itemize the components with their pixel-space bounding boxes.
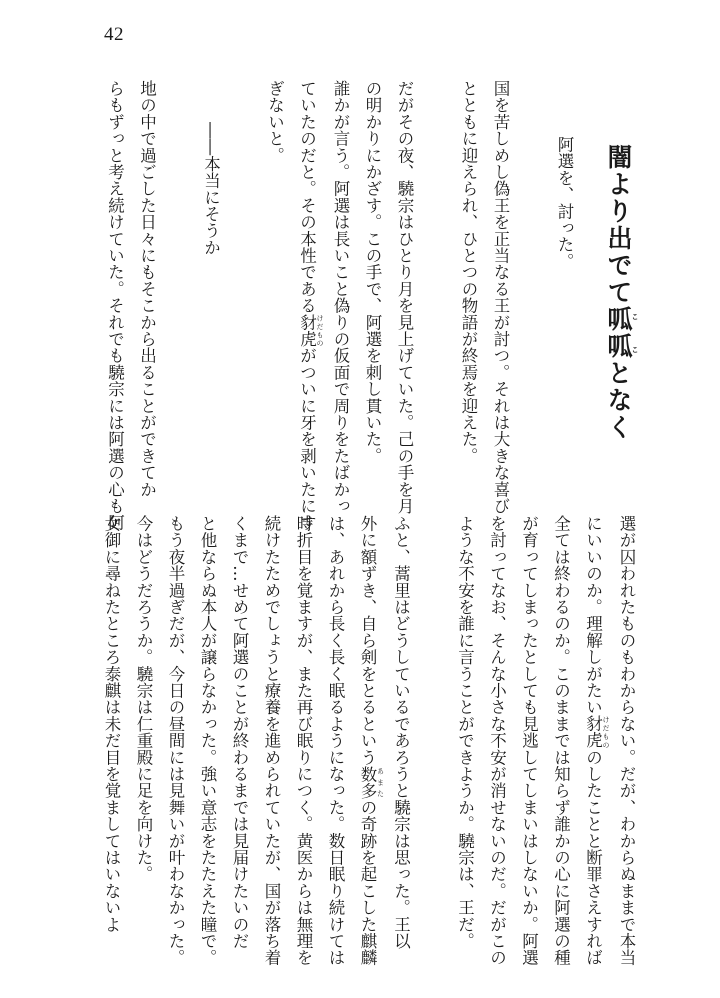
text-line: とともに迎えられ、ひとつの物語が終焉を迎えた。 <box>459 80 478 465</box>
text-line: ぎないと。 <box>265 80 285 164</box>
text-line: を討ってなお、そんな小さな不安が消せないのだ。だがこの <box>487 515 507 966</box>
chapter-title-part-b: となく <box>604 360 633 441</box>
text-line: 女御に尋ねたところ泰麒は未だ目を覚ましてはいないよ <box>102 515 121 933</box>
text-line: 国を苦しめし偽王を正当なる王が討つ。それは大きな喜び <box>491 80 510 515</box>
text-line: ていたのだと。その本性である豺虎 けだものがついに牙を剥いたにす <box>297 80 324 531</box>
blank-line <box>516 80 548 490</box>
text-line: が育ってしまったとしても見逃してしまいはしないか。阿選 <box>519 515 539 966</box>
text-line: ――本当にそうか <box>201 122 221 256</box>
page-number: 42 <box>104 24 124 45</box>
blank-line <box>227 80 259 490</box>
text-line: は、あれから長く長く眠るようになった。数日眠り続けては <box>326 515 345 966</box>
text-line: くまで…せめて阿選のことが終わるまでは見届けたいのだ <box>230 515 249 950</box>
text-line: 誰かが言う。阿選は長いこと偽りの仮面で周りをたばかっ <box>331 80 350 515</box>
text-line: と他ならぬ本人が譲らなかった。強い意志をたたえた瞳で。 <box>198 515 217 966</box>
text-line: もう夜半過ぎだが、今日の昼間には見舞いが叶わなかった。 <box>166 515 185 966</box>
ruby-gloss: 数多 あまた <box>358 765 385 799</box>
text-line: だがその夜、驍宗はひとり月を見上げていた。己の手を月 <box>395 80 414 515</box>
text-line: 今はどうだろうか。驍宗は仁重殿に足を向けた。 <box>134 515 153 883</box>
ruby-gloss: 豺虎 けだもの <box>297 313 324 348</box>
top-text-block <box>99 80 643 531</box>
text-line: の明かりにかざす。この手で、阿選を刺し貫いた。 <box>363 80 382 465</box>
text-line: 外に額ずき、自ら剣をとるという数多 あまたの奇跡を起こした麒麟 <box>358 515 385 966</box>
ruby-gloss: 豺虎 けだもの <box>583 715 610 749</box>
text-line: 阿選を、討った。 <box>555 136 574 270</box>
text-line: 全ては終わるのか。このままでは知らず誰かの心に阿選の種 <box>551 515 571 966</box>
text-line: 地の中で過ごした日々にもそこから出ることができてか <box>137 80 157 498</box>
text-line: ような不安を誰に言うことができようか。驍宗は、王だ。 <box>455 515 475 950</box>
chapter-title-part-a: 闇より出でて <box>604 144 633 306</box>
blank-line <box>163 80 195 490</box>
text-line: 続けたためでしょうと療養を進められていたが、国が落ち着 <box>262 515 281 966</box>
blank-line <box>417 515 449 935</box>
text-line: らもずっと考え続けていた。それでも驍宗には阿選の心も阿 <box>105 80 125 531</box>
chapter-title-ruby: 呱呱ここ <box>604 306 640 360</box>
text-line: にいいのか。理解しがたい豺虎 けだもののしたことと断罪さえすれば <box>583 515 610 966</box>
text-line: ふと、蒿里はどうしているであろうと驍宗は思った。王以 <box>391 515 411 950</box>
text-line: 選が囚われたものもわからない。だが、わからぬままで本当 <box>617 515 636 966</box>
blank-line <box>420 80 452 490</box>
bottom-text-block <box>95 515 642 966</box>
chapter-title <box>594 80 642 490</box>
text-line: 時折目を覚ますが、また再び眠りにつく。黄医からは無理を <box>294 515 313 966</box>
